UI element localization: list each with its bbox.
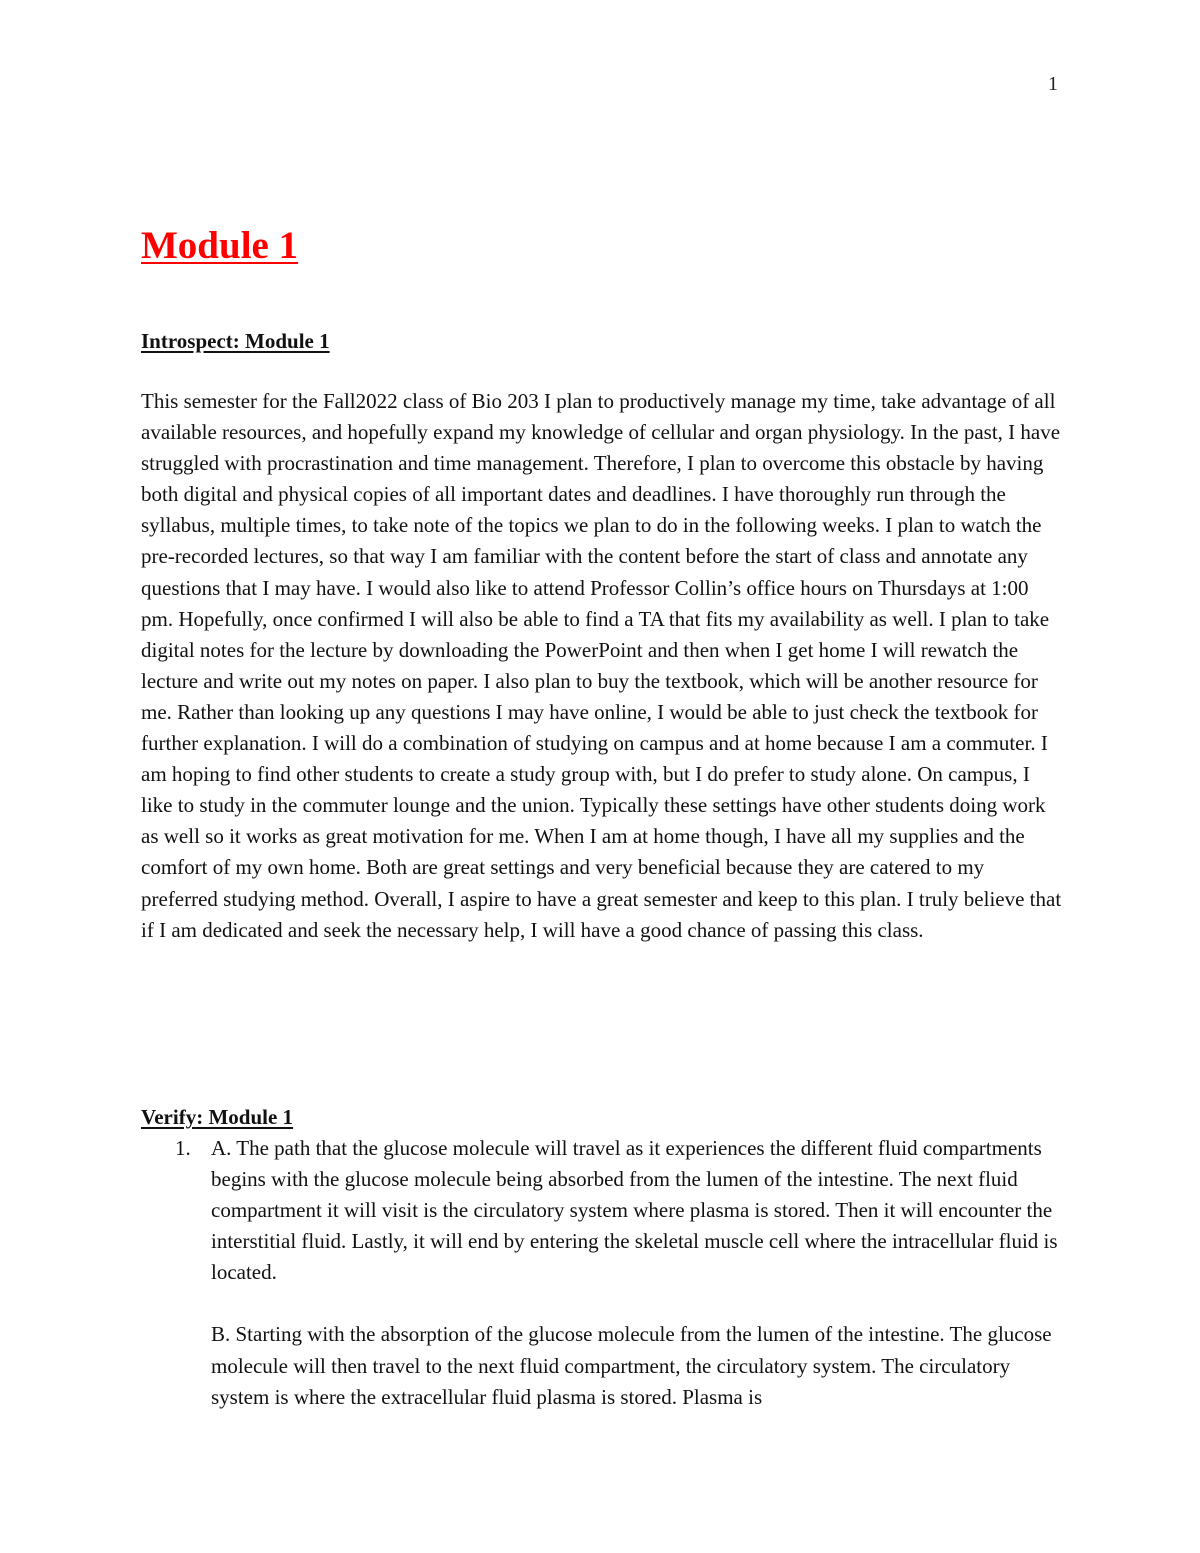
answer-part-a: A. The path that the glucose molecule will travel as it experiences the different fluid compartments begins with the glucose molecule being absorbed from the lumen of the intestine. The next fluid compartment it will visit is the circulatory system where plasma is stored. Then it will encounter the interstitial fluid. Lastly, it will end by entering the skeletal muscle cell where the intracellular fluid is located. bbox=[211, 1136, 1058, 1285]
list-item-number: 1. bbox=[175, 1136, 191, 1160]
verify-list bbox=[141, 1133, 1065, 1413]
introspect-heading: Introspect: Module 1 bbox=[141, 329, 330, 353]
answer-part-b: B. Starting with the absorption of the glucose molecule from the lumen of the intestine. The glucose molecule will then travel to the next fluid compartment, the circulatory system. The circulatory system is where the extracellular fluid plasma is stored. Plasma is bbox=[211, 1322, 1052, 1409]
verify-list-item bbox=[141, 1133, 1065, 1413]
introspect-paragraph: This semester for the Fall2022 class of Bio 203 I plan to productively manage my time, take advantage of all available resources, and hopefully expand my knowledge of cellular and organ physiology. In the past, I have struggled with procrastination and time management. Therefore, I plan to overcome this obstacle by having both digital and physical copies of all important dates and deadlines. I have thoroughly run through the syllabus, multiple times, to take note of the topics we plan to do in the following weeks. I plan to watch the pre-recorded lectures, so that way I am familiar with the content before the start of class and annotate any questions that I may have. I would also like to attend Professor Collin’s office hours on Thursdays at 1:00 pm. Hopefully, once confirmed I will also be able to find a TA that fits my availability as well. I plan to take digital notes for the lecture by downloading the PowerPoint and then when I get home I will rewatch the lecture and write out my notes on paper. I also plan to buy the textbook, which will be another resource for me. Rather than looking up any questions I may have online, I would be able to just check the textbook for further explanation. I will do a combination of studying on campus and at home because I am a commuter. I am hoping to find other students to create a study group with, but I do prefer to study alone. On campus, I like to study in the commuter lounge and the union. Typically these settings have other students doing work as well so it works as great motivation for me. When I am at home though, I have all my supplies and the comfort of my own home. Both are great settings and very beneficial because they are catered to my preferred studying method. Overall, I aspire to have a great semester and keep to this plan. I truly believe that if I am dedicated and seek the necessary help, I will have a good chance of passing this class. bbox=[141, 389, 1062, 942]
page-number: 1 bbox=[1048, 73, 1058, 95]
verify-heading: Verify: Module 1 bbox=[141, 1105, 294, 1129]
module-title: Module 1 bbox=[141, 224, 299, 267]
